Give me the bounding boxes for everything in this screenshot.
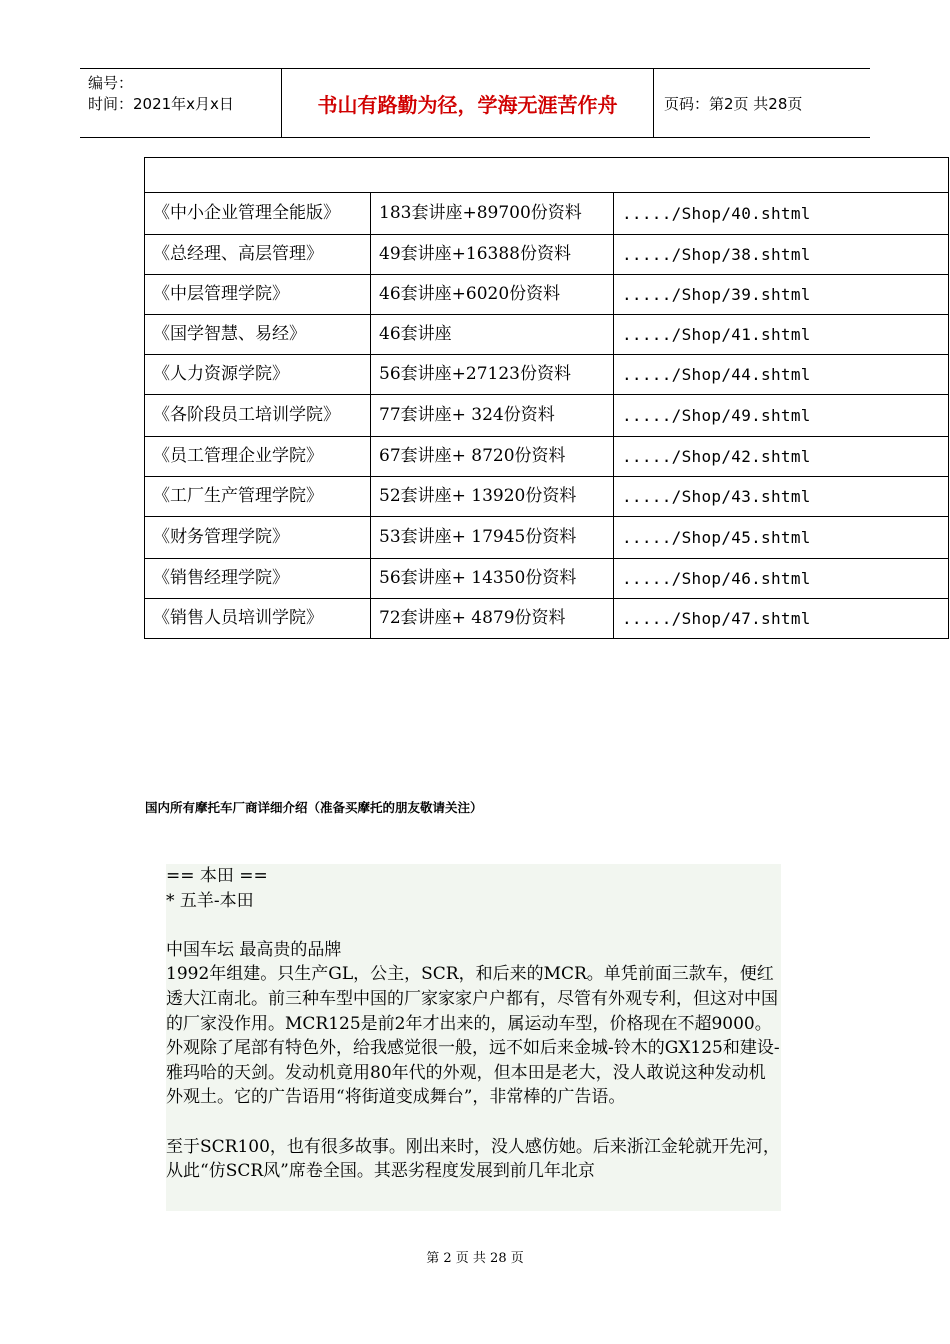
course-link[interactable]: ...../Shop/43.shtml <box>614 477 949 517</box>
course-link[interactable]: ...../Shop/44.shtml <box>614 355 949 395</box>
course-name: 《财务管理学院》 <box>145 517 371 559</box>
document-number: 编号： <box>88 74 134 92</box>
header-info <box>80 69 281 137</box>
course-name: 《工厂生产管理学院》 <box>145 477 371 517</box>
page-header <box>80 68 870 138</box>
table-row <box>145 477 949 517</box>
article-box <box>166 864 781 1211</box>
course-name: 《国学智慧、易经》 <box>145 315 371 355</box>
course-name: 《中层管理学院》 <box>145 275 371 315</box>
header-motto-cell <box>281 69 654 137</box>
course-name: 《人力资源学院》 <box>145 355 371 395</box>
table-row <box>145 275 949 315</box>
course-name: 《各阶段员工培训学院》 <box>145 395 371 437</box>
course-content: 46套讲座 <box>371 315 614 355</box>
course-link[interactable]: ...../Shop/45.shtml <box>614 517 949 559</box>
course-content: 52套讲座+ 13920份资料 <box>371 477 614 517</box>
table-empty-row <box>145 158 949 193</box>
header-motto: 书山有路勤为径，学海无涯苦作舟 <box>317 92 618 117</box>
course-link[interactable]: ...../Shop/40.shtml <box>614 193 949 235</box>
course-name: 《总经理、高层管理》 <box>145 235 371 275</box>
course-name: 《员工管理企业学院》 <box>145 437 371 477</box>
section-intro: 国内所有摩托车厂商详细介绍（准备买摩托的朋友敬请关注） <box>145 800 483 815</box>
course-content: 77套讲座+ 324份资料 <box>371 395 614 437</box>
table-row <box>145 559 949 599</box>
course-table <box>144 157 949 639</box>
course-name: 《中小企业管理全能版》 <box>145 193 371 235</box>
course-name: 《销售经理学院》 <box>145 559 371 599</box>
course-link[interactable]: ...../Shop/46.shtml <box>614 559 949 599</box>
course-link[interactable]: ...../Shop/47.shtml <box>614 599 949 639</box>
table-row <box>145 395 949 437</box>
table-row <box>145 599 949 639</box>
course-content: 72套讲座+ 4879份资料 <box>371 599 614 639</box>
article-paragraph: 1992年组建。只生产GL，公主，SCR，和后来的MCR。单凭前面三款车，便红透大江南北。前三种车型中国的厂家家家户户都有，尽管有外观专利，但这对中国的厂家没作用。MCR125是前2年才出来的，属运动车型，价格现在不超9000。外观除了尾部有特色外，给我感觉很一般，远不如后来金城-铃木的GX125和建设-雅玛哈的天剑。发动机竟用80年代的外观，但本田是老大，没人敢说这种发动机外观土。它的广告语用“将街道变成舞台”，非常棒的广告语。 <box>166 964 780 1108</box>
course-content: 183套讲座+89700份资料 <box>371 193 614 235</box>
course-link[interactable]: ...../Shop/42.shtml <box>614 437 949 477</box>
course-link[interactable]: ...../Shop/38.shtml <box>614 235 949 275</box>
course-content: 53套讲座+ 17945份资料 <box>371 517 614 559</box>
course-content: 67套讲座+ 8720份资料 <box>371 437 614 477</box>
course-content: 56套讲座+27123份资料 <box>371 355 614 395</box>
course-content: 49套讲座+16388份资料 <box>371 235 614 275</box>
spacer <box>166 1110 781 1135</box>
article-subheading: * 五羊-本田 <box>166 890 254 911</box>
table-row <box>145 517 949 559</box>
page-footer: 第 2 页 共 28 页 <box>426 1251 524 1266</box>
course-link[interactable]: ...../Shop/41.shtml <box>614 315 949 355</box>
article-paragraph: 至于SCR100，也有很多故事。刚出来时，没人感仿她。后来浙江金轮就开先河，从此“仿SCR风”席卷全国。其恶劣程度发展到前几年北京 <box>166 1136 780 1182</box>
course-name: 《销售人员培训学院》 <box>145 599 371 639</box>
header-page-number: 页码：第2页 共28页 <box>664 94 803 113</box>
course-content: 56套讲座+ 14350份资料 <box>371 559 614 599</box>
spacer <box>166 913 781 938</box>
table-row <box>145 235 949 275</box>
article-heading: == 本田 == <box>166 866 268 886</box>
table-row <box>145 315 949 355</box>
article-line: 中国车坛 最高贵的品牌 <box>166 939 342 960</box>
table-row <box>145 437 949 477</box>
course-link[interactable]: ...../Shop/39.shtml <box>614 275 949 315</box>
document-time: 时间：2021年x月x日 <box>88 95 234 113</box>
table-row <box>145 193 949 235</box>
course-link[interactable]: ...../Shop/49.shtml <box>614 395 949 437</box>
table-row <box>145 355 949 395</box>
course-content: 46套讲座+6020份资料 <box>371 275 614 315</box>
